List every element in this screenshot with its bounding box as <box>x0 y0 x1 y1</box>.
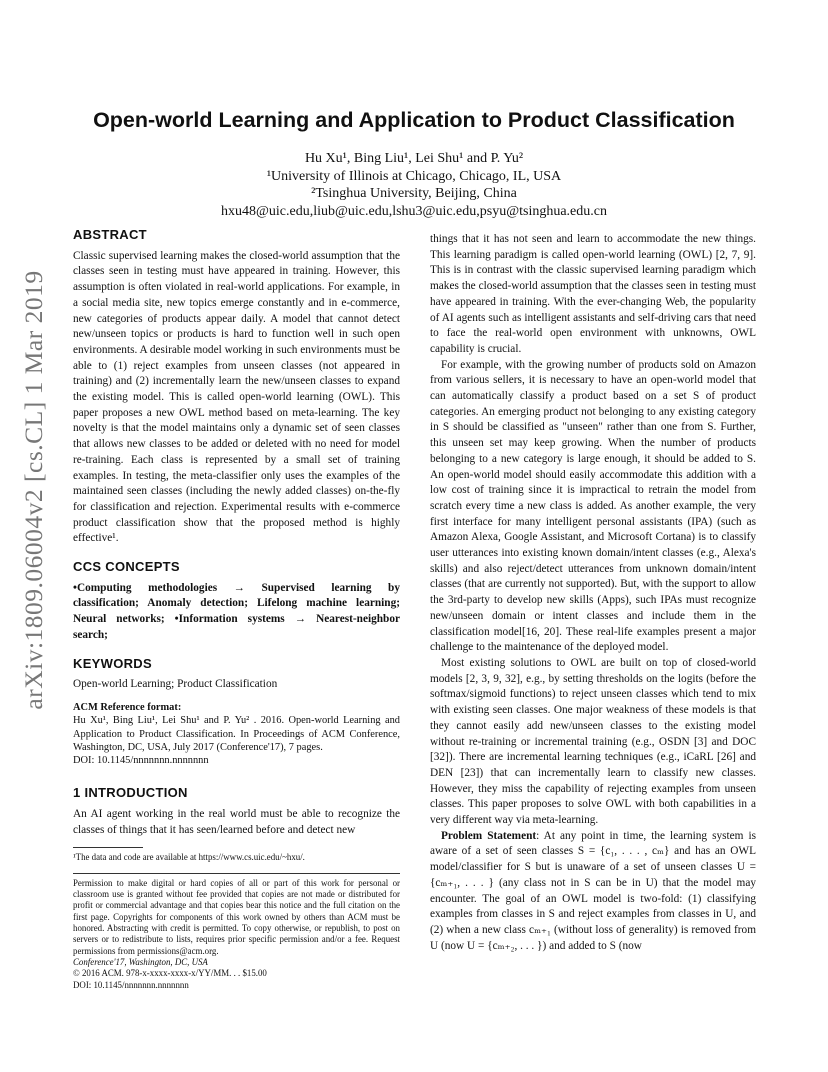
reference-format-doi: DOI: 10.1145/nnnnnnn.nnnnnnn <box>73 755 209 767</box>
abstract-text: Classic supervised learning makes the closed-world assumption that the classes seen in testing must have appeared in training. However, this assumption is often violated in real-world applications. For example, in a social media site, new topics emerge constantly and in e-commerce, new categories of products appear daily. A model that cannot detect new/unseen topics or products is hard to function well in such open environments. A desirable model working in such environments must be able to (1) reject examples from unseen classes (not appeared in training) and (2) incrementally learn the new/unseen classes to expand the existing model. This is called open-world learning (OWL). This paper proposes a new OWL method based on meta-learning. The key novelty is that the model maintains only a dynamic set of seen classes that allows new classes to be added or deleted with no need for model re-training. Each class is represented by a small set of training examples. In testing, the meta-classifier only uses the examples of the maintained seen classes (including the newly added classes) on-the-fly for classification and rejection. Experimental results with e-commerce product classification show that the proposed method is highly effective¹. <box>73 249 400 545</box>
left-column <box>73 227 400 991</box>
arxiv-sidebar <box>14 240 54 740</box>
keywords-heading: KEYWORDS <box>73 655 152 671</box>
abstract-heading: ABSTRACT <box>73 227 147 242</box>
author-block <box>0 150 828 220</box>
ccs-text: •Computing methodologies → Supervised learning by classification; Anomaly detection; Lifelong machine learning; Neural networks; •Information systems → Nearest-neighbor search; <box>73 581 400 641</box>
arxiv-identifier: arXiv:1809.06004v2 [cs.CL] 1 Mar 2019 <box>19 270 48 710</box>
footnote-text: ¹The data and code are available at https://www.cs.uic.edu/~hxu/. <box>73 851 305 862</box>
ccs-heading: CCS CONCEPTS <box>73 559 180 575</box>
reference-format-heading: ACM Reference format: <box>73 701 182 713</box>
permission-doi: DOI: 10.1145/nnnnnnn.nnnnnnn <box>73 979 189 990</box>
permission-text: Permission to make digital or hard copies of all or part of this work for personal or classroom use is granted without fee provided that copies are not made or distributed for profit or commercial advantage and that copies bear this notice and the full citation on the first page. Copyrights for components of this work owned by others than ACM must be honored. Abstracting with credit is permitted. To copy otherwise, or republish, to post on servers or to redistribute to lists, requires prior specific permission and/or a fee. Request permissions from permissions@acm.org. <box>73 877 400 956</box>
introduction-heading: 1 INTRODUCTION <box>73 785 188 801</box>
problem-statement-text: : At any point in time, the learning system is aware of a set of seen classes S = {c₁, . . . , cₘ} and has an OWL model/classifier for S but is unaware of a set of unseen classes U = {cₘ₊₁, . . . } (any class not in S can be in U) that the model may encounter. The goal of an OWL model is two-fold: (1) classifying examples from classes in S and reject examples from classes in U, and (2) when a new class cₘ₊₁ (without loss of generality) is removed from U (now U = {cₘ₊₂, . . . }) and added to S (now <box>430 829 756 952</box>
right-column <box>430 232 756 954</box>
author-names: Hu Xu¹, Bing Liu¹, Lei Shu¹ and P. Yu² <box>304 151 524 166</box>
affiliation-1: ¹University of Illinois at Chicago, Chicago, IL, USA <box>266 168 562 184</box>
affiliation-2: ²Tsinghua University, Beijing, China <box>311 186 517 201</box>
introduction-text: An AI agent working in the real world must be able to recognize the classes of things that it has seen/learned before and detect new <box>73 808 400 836</box>
problem-statement-label: Problem Statement <box>441 829 537 842</box>
copyright-line: © 2016 ACM. 978-x-xxxx-xxxx-x/YY/MM. . . $15.00 <box>73 968 267 979</box>
intro-paragraph-1: things that it has not seen and learn to accommodate the new things. This learning paradigm is called open-world learning (OWL) [2, 7, 9]. This is in contrast with the classic supervised learning paradigm which makes the closed-world assumption that the classes seen in testing must have appeared in training. With the ever-changing Web, the popularity of AI agents such as intelligent assistants and self-driving cars that need to face the real-world open environment with unknowns, OWL capability is crucial. <box>430 233 756 355</box>
keywords-text: Open-world Learning; Product Classification <box>73 678 278 691</box>
intro-paragraph-2: For example, with the growing number of products sold on Amazon from various sellers, it is necessary to have an open-world model that can automatically classify a product based on a set S of product categories. An emerging product not belonging to any existing category in S should be classified as "unseen" rather than one from S. Further, this unseen set may keep growing. When the number of products belonging to a new category is large enough, it should be added to S. An open-world model should easily accommodate this addition with a low cost of training since it is impractical to retrain the model from scratch every time a new class is added. As another example, the very first interface for many intelligent personal assistants (IPA) (such as Amazon Alexa, Google Assistant, and Microsoft Cortana) is to classify user utterances into existing known domain/intent classes (e.g., Alexa's skills) and also reject/detect utterances from unknown domain/intent classes (that are currently not supported). But, with the support to allow the 3rd-party to develop new skills (Apps), such IPAs must recognize new/unseen domain or intent classes and include them in the classification model[16, 20]. These real-life examples present a major challenge to the maintenance of the deployed model. <box>430 358 756 654</box>
reference-format-text: Hu Xu¹, Bing Liu¹, Lei Shu¹ and P. Yu² . 2016. Open-world Learning and Application to Product Classification. In Proceedings of ACM Conference, Washington, DC, USA, July 2017 (Conference'17), 7 pages. <box>73 715 400 753</box>
author-emails: hxu48@uic.edu,liub@uic.edu,lshu3@uic.edu,psyu@tsinghua.edu.cn <box>221 203 607 219</box>
problem-statement-paragraph <box>430 829 756 955</box>
permission-rule <box>73 873 400 874</box>
intro-paragraph-3: Most existing solutions to OWL are built on top of closed-world models [2, 3, 9, 32], e.g., by setting thresholds on the logits (before the softmax/sigmoid functions) to reject unseen classes which tend to mix with existing seen classes. One major weakness of these models is that they cannot easily add new/unseen classes to the existing model without re-training or incremental training (e.g., OSDN [3] and DOC [32]). There are incremental learning techniques (e.g., iCaRL [26] and DEN [23]) that can incrementally learn to classify new classes. However, they miss the capability of rejecting examples from unseen classes. This paper proposes to solve OWL with both capabilities in a very different way via meta-learning. <box>430 656 756 827</box>
footnote-rule <box>73 847 143 848</box>
conference-line: Conference'17, Washington, DC, USA <box>73 956 208 967</box>
paper-title: Open-world Learning and Application to Product Classification <box>93 108 735 132</box>
